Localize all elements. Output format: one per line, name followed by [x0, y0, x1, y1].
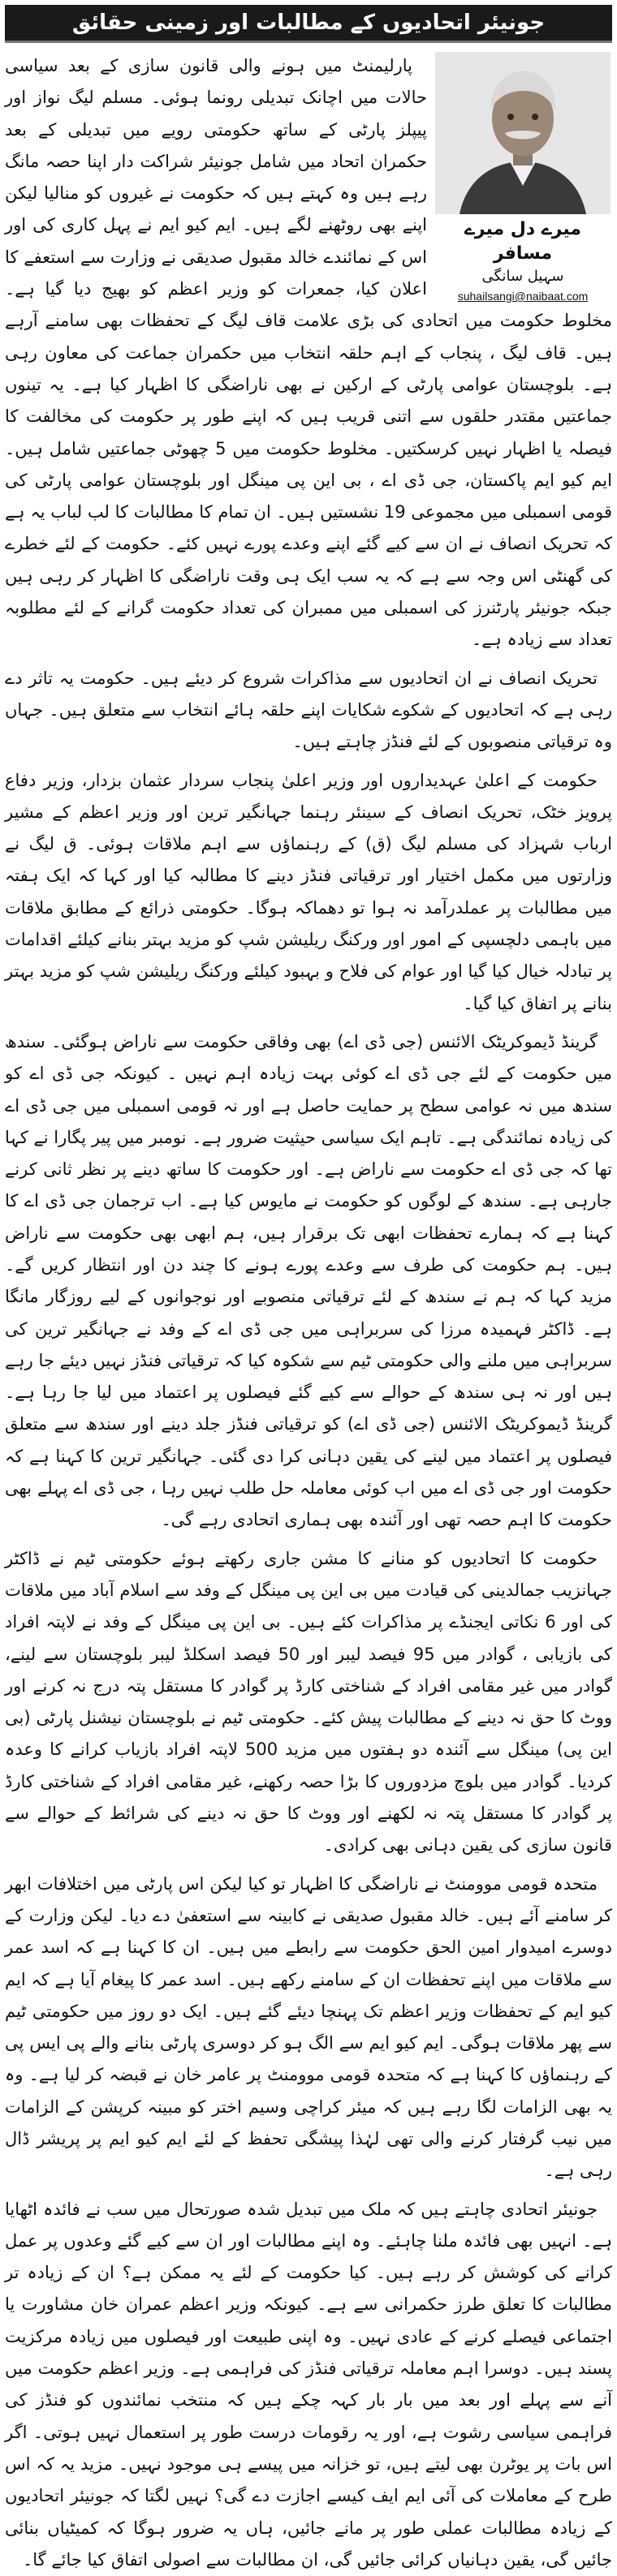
- headline: جونیئر اتحادیوں کے مطالبات اور زمینی حقائق: [5, 5, 612, 43]
- paragraph: جونیئر اتحادی چاہتے ہیں کہ ملک میں تبدیل شدہ صورتحال میں سب نے فائدہ اٹھایا ہے۔ انہیں بھی فائدہ ملنا چاہئے۔ وہ اپنے مطالبات اور ان سے کیے گئے وعدوں پر عمل کرانے کی کوشش کر رہے ہیں۔ کیا حکومت کے لئے یہ ممکن ہے؟ ان کے زیادہ تر مطالبات کا تعلق طرز حکمرانی سے ہے۔ کیونکہ وزیر اعظم عمران خان مشاورت یا اجتماعی فیصلے کرنے کے عادی نہیں۔ وہ اپنی طبیعت اور فیصلوں میں زیادہ مرکزیت پسند ہیں۔ دوسرا اہم معاملہ ترقیاتی فنڈز کی فراہمی ہے۔ وزیر اعظم حکومت میں آنے سے پہلے اور بعد میں بار بار کہہ چکے ہیں کہ منتخب نمائندوں کو فنڈز کی فراہمی سیاسی رشوت ہے، اور یہ رقومات درست طور پر استعمال نہیں ہوتی۔ اگر اس بات پر یوٹرن بھی لیتے ہیں، تو خزانہ میں پیسے ہی موجود نہیں۔ مزید یہ کہ اس طرح کے معاملات کی آئی ایم ایف کیسے اجازت دے گی؟ نہیں لگتا کہ جونیئر اتحادیوں کے زیادہ مطالبات عملی طور پر مانے جائیں، ہاں یہ ضرور ہوگا کہ کمیٹیاں بنائی جائیں گی، یقین دہانیاں کرائی جائیں گی، ان مطالبات سے اصولی اتفاق کیا جائے گا۔: [5, 2199, 612, 2570]
- paragraph: تحریک انصاف نے ان اتحادیوں سے مذاکرات شروع کر دیئے ہیں۔ حکومت یہ تاثر دے رہی ہے کہ اتحادیوں کے شکوے شکایات اپنے حلقہ ہائے انتخاب سے متعلق ہیں۔ جہاں وہ ترقیاتی منصوبوں کے لئے فنڈز چاہتے ہیں۔: [5, 668, 612, 752]
- article-body: [5, 50, 613, 2570]
- photo-spacer: [427, 50, 612, 302]
- author-email[interactable]: suhailsangi@naibaat.com: [457, 290, 589, 303]
- paragraph: متحدہ قومی موومنٹ نے ناراضگی کا اظہار تو کیا لیکن اس پارٹی میں اختلافات ابھر کر سامنے آئے ہیں۔ خالد مقبول صدیقی نے کابینہ سے استعفیٰ دے دیا۔ لیکن وزارت کے دوسرے امیدوار امین الحق حکومت سے رابطے میں ہیں۔ ان کا کہنا ہے کہ اسد عمر سے ملاقات میں اپنے تحفظات ان کے سامنے رکھے ہیں۔ اسد عمر کا پیغام آیا ہے کہ ایم کیو ایم کے تحفظات وزیر اعظم تک پہنچا دیئے گئے ہیں۔ ایک دو روز میں حکومتی ٹیم سے پھر ملاقات ہوگی۔ ایم کیو ایم سے الگ ہو کر دوسری پارٹی بنانے والے پی ایس پی کے رہنماؤں کا کہنا ہے کہ متحدہ قومی موومنٹ پر عامر خان نے قبضہ کر لیا ہے۔ وہ یہ بھی الزامات لگا رہے ہیں کہ میئر کراچی وسیم اختر کو مبینہ کرپشن کے الزامات میں نیب گرفتار کرنے والی تھی لہٰذا پیشگی تحفظ کے لئے ایم کیو ایم پر پریشر ڈال رہی ہے۔: [5, 1873, 612, 2181]
- column-name: میرے دل میرے مسافر: [464, 219, 582, 264]
- paragraph: پارلیمنٹ میں ہونے والی قانون سازی کے بعد سیاسی حالات میں اچانک تبدیلی رونما ہوئی۔ مسلم لیگ نواز اور پیپلز پارٹی کے ساتھ حکومتی رویے میں تبدیلی کے بعد حکمران اتحاد میں شامل جونیئر شراکت دار اپنا حصہ مانگ رہے ہیں وہ کہتے ہیں کہ حکومت نے غیروں کو منالیا لیکن اپنے بھی روٹھنے لگے ہیں۔ ایم کیو ایم نے پہل کاری کی اور اس کے نمائندے خالد مقبول صدیقی نے وزارت سے استعفے کا اعلان کیا، جمعرات کو وزیر اعظم کو بھیج دیا گیا ہے۔ مخلوط حکومت میں اتحادی کی بڑی علامت قاف لیگ کے تحفظات بھی سامنے آرہے ہیں۔ قاف لیگ ، پنجاب کے اہم حلقہ انتخاب میں حکمران جماعت کی معاون رہی ہے۔ بلوچستان عوامی پارٹی کے ارکین نے بھی ناراضگی کا اظہار کیا ہے۔ یہ تینوں جماعتیں مقتدر حلقوں سے اتنی قریب ہیں کہ اپنے طور پر حکومت کی مخالفت کا فیصلہ یا اظہار نہیں کرسکتیں۔ مخلوط حکومت میں 5 چھوٹی جماعتیں شامل ہیں۔ ایم کیو ایم پاکستان، جی ڈی اے ، بی این پی مینگل اور بلوچستان عوامی پارٹی کی قومی اسمبلی میں مجموعی 19 نشستیں ہیں۔ ان تمام کا مطالبات کا لب لباب یہ ہے کہ تحریک انصاف نے ان سے کیے گئے اپنے وعدے پورے نہیں کئے۔ حکومت کے لئے خطرے کی گھنٹی اس وجہ سے ہے کہ یہ سب ایک ہی وقت ناراضگی کا اظہار کر رہی ہیں جبکہ جونیئر پارٹنرز کی اسمبلی میں ممبران کی تعداد حکومت گرانے کے لئے مطلوبہ تعداد سے زیادہ ہے۔: [5, 56, 612, 650]
- paragraph: حکومت کے اعلیٰ عہدیداروں اور وزیر اعلیٰ پنجاب سردار عثمان بزدار، وزیر دفاع پرویز خٹک، تحریک انصاف کے سینئر رہنما جہانگیر ترین اور وزیر اعظم کے مشیر ارباب شہزاد کی مسلم لیگ (ق) کے رہنماؤں سے اہم ملاقات ہوئی۔ ق لیگ نے وزارتوں میں مکمل اختیار اور ترقیاتی فنڈز دینے کا مطالبہ کیا اور کہا کہ ایک ہفتہ میں مطالبات پر عملدرآمد نہ ہوا تو دھماکہ ہوگا۔ حکومتی ذرائع کے مطابق ملاقات میں باہمی دلچسپی کے امور اور ورکنگ ریلیشن شپ کو مزید بہتر بنانے کیلئے اقدامات پر تبادلہ خیال کیا گیا اور عوام کی فلاح و بہبود کیلئے ورکنگ ریلیشن شپ کو مزید بہتر بنانے پر اتفاق کیا گیا۔: [5, 770, 612, 1013]
- paragraph: گرینڈ ڈیموکریٹک الائنس (جی ڈی اے) بھی وفاقی حکومت سے ناراض ہوگئی۔ سندھ میں حکومت کے لئے جی ڈی اے کوئی بہت زیادہ اہم نہیں ۔ کیونکہ جی ڈی اے کو سندھ میں نہ عوامی سطح پر حمایت حاصل ہے اور نہ قومی اسمبلی میں جی ڈی اے کی زیادہ نمائندگی ہے۔ تاہم ایک سیاسی حیثیت ضرور ہے۔ نومبر میں پیر پگارا نے کہا تھا کہ جی ڈی اے حکومت سے ناراض ہے۔ اور حکومت کا ساتھ دینے پر نظر ثانی کرنے جارہی ہے۔ سندھ کے لوگوں کو حکومت نے مایوس کیا ہے۔ اب ترجمان جی ڈی اے کا کہنا ہے کہ ہمارے تحفظات ابھی تک برقرار ہیں، ہم ابھی بھی حکومت سے ناراض ہیں۔ ہم حکومت کی طرف سے وعدے پورے ہونے کا چند دن اور انتظار کریں گے۔ مزید کہا کہ ہم نے سندھ کے لئے ترقیاتی منصوبے اور نوجوانوں کے لیے روزگار مانگا ہے۔ ڈاکٹر فہمیدہ مرزا کی سربراہی میں جی ڈی اے کے وفد نے جہانگیر ترین کی سربراہی میں ملنے والی حکومتی ٹیم سے شکوہ کیا کہ ترقیاتی فنڈز نہیں دیئے جا رہے ہیں اور نہ ہی سندھ کے حوالے سے کیے گئے فیصلوں پر اعتماد میں لیا جا رہا ہے۔ گرینڈ ڈیموکریٹک الائنس (جی ڈی اے) کو ترقیاتی فنڈز جلد دینے اور سندھ سے متعلق فیصلوں پر اعتماد میں لینے کی یقین دہانی کرا دی گئی۔ جہانگیر ترین کا کہنا ہے کہ حکومت اور جی ڈی اے میں اب کوئی معاملہ حل طلب نہیں رہا ، جی ڈی اے پہلے بھی حکومت کا اہم حصہ تھی اور آئندہ بھی ہماری اتحادی رہے گی۔: [5, 1031, 612, 1530]
- newspaper-column: [5, 5, 613, 2570]
- author-name: سہیل سانگی: [481, 268, 564, 285]
- paragraph: حکومت کا اتحادیوں کو منانے کا مشن جاری رکھتے ہوئے حکومتی ٹیم نے ڈاکٹر جہانزیب جمالدینی کی قیادت میں بی این پی مینگل کے وفد سے اسلام آباد میں ملاقات کی اور 6 نکاتی ایجنڈے پر مذاکرات کئے ہیں۔ بی این پی مینگل کے وفد نے لاپتہ افراد کی بازیابی ، گوادر میں 95 فیصد لیبر اور 50 فیصد اسکلڈ لیبر بلوچستان سے لینے، گوادر میں غیر مقامی افراد کے شناختی کارڈ پر گوادر کا مستقل پتہ درج نہ کرنے اور ووٹ کا حق نہ دینے کے مطالبات پیش کئے۔ حکومتی ٹیم نے بلوچستان نیشنل پارٹی (بی این پی) مینگل سے آئندہ دو ہفتوں میں مزید 500 لاپتہ افراد بازیاب کرانے کا وعدہ کردیا۔ گوادر میں بلوچ مزدوروں کا بڑا حصہ رکھنے، غیر مقامی افراد کے شناختی کارڈ پر گوادر کا مستقل پتہ نہ لکھنے اور ووٹ کا حق نہ دینے کی شرائط کے حوالے سے قانون سازی کی یقین دہانی بھی کرادی۔: [5, 1548, 613, 1856]
